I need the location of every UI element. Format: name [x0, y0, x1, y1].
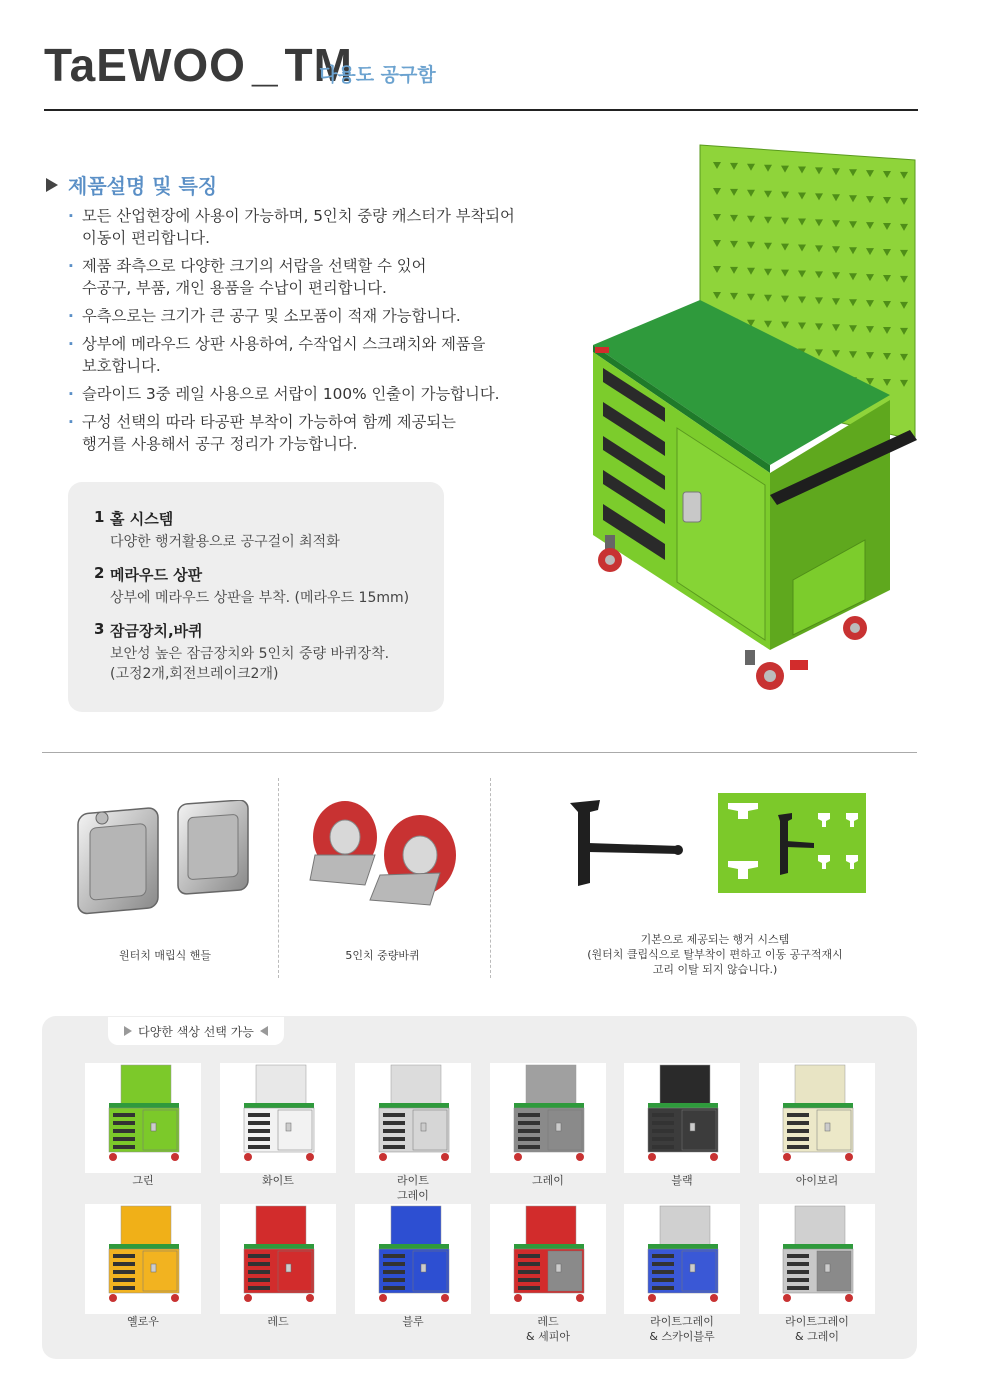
spec-name: 홀 시스템 [110, 510, 174, 528]
color-swatch-label: 라이트그레이 & 그레이 [785, 1315, 849, 1343]
spec-name: 메라우드 상판 [110, 566, 203, 584]
color-swatch-label: 옐로우 [127, 1315, 159, 1328]
spec-description: 다양한 행거활용으로 공구걸이 최적화 [110, 534, 340, 550]
color-swatch[interactable] [490, 1204, 606, 1314]
spec-name: 잠금장치,바퀴 [110, 622, 203, 640]
pegboard-hanger-image [718, 793, 866, 893]
color-swatch-label: 아이보리 [795, 1174, 839, 1187]
color-swatch-label: 그레이 [532, 1174, 564, 1187]
features-title-text: 제품설명 및 특징 [68, 174, 218, 198]
color-swatch[interactable] [759, 1063, 875, 1173]
spec-number: 3 [94, 620, 105, 638]
spec-number: 1 [94, 508, 105, 526]
color-swatch-label: 레드 & 세피아 [526, 1315, 570, 1343]
color-swatch[interactable] [355, 1063, 471, 1173]
tool-cart-image [565, 140, 925, 700]
triangle-right-icon [124, 1026, 132, 1036]
features-list [68, 205, 548, 461]
color-swatch-label: 라이트 그레이 [397, 1174, 429, 1202]
accessory-caption: 5인치 중량바퀴 [345, 949, 420, 962]
color-swatch[interactable] [624, 1063, 740, 1173]
color-swatch[interactable] [355, 1204, 471, 1314]
section-divider [42, 752, 917, 753]
color-swatch[interactable] [85, 1063, 201, 1173]
brand-separator: _ [251, 39, 279, 91]
triangle-left-icon [260, 1026, 268, 1036]
color-swatch[interactable] [624, 1204, 740, 1314]
features-title [46, 170, 217, 199]
color-swatch-label: 블랙 [671, 1174, 693, 1187]
color-options-title: 다양한 색상 선택 가능 [138, 1024, 254, 1039]
hanger-image [560, 798, 690, 893]
color-swatch-label: 블루 [402, 1315, 424, 1328]
brand-name: TaEWOO [44, 39, 246, 91]
color-swatch-label: 라이트그레이 & 스카이블루 [649, 1315, 715, 1343]
color-swatch[interactable] [220, 1063, 336, 1173]
color-swatch-label: 화이트 [262, 1174, 294, 1187]
feature-item: · 슬라이드 3중 레일 사용으로 서랍이 100% 인출이 가능합니다. [68, 383, 548, 405]
accessory-caption: 원터치 매립식 핸들 [118, 949, 211, 962]
triangle-right-icon [46, 178, 58, 192]
accessory-caption: 기본으로 제공되는 행거 시스템 (원터치 클립식으로 탈부착이 편하고 이동 공구적재시 고리 이탈 되지 않습니다.) [587, 933, 843, 976]
header-divider [44, 109, 918, 111]
dashed-divider [490, 778, 491, 978]
caster-wheels-image [300, 795, 465, 915]
spec-number: 2 [94, 564, 105, 582]
header [44, 38, 918, 112]
spec-description: 상부에 메라우드 상판을 부착. (메라우드 15mm) [110, 590, 410, 606]
spec-description: 보안성 높은 잠금장치와 5인치 중량 바퀴장착. (고정2개,회전브레이크2개) [110, 646, 390, 682]
color-swatch[interactable] [85, 1204, 201, 1314]
feature-item: · 우측으로는 크기가 큰 공구 및 소모품이 적재 가능합니다. [68, 305, 548, 327]
dashed-divider [278, 778, 279, 978]
color-swatch-label: 레드 [267, 1315, 289, 1328]
color-swatch[interactable] [759, 1204, 875, 1314]
feature-item: · 상부에 메라우드 상판 사용하여, 수작업시 스크래치와 제품을 보호합니다. [68, 333, 548, 377]
feature-item: · 모든 산업현장에 사용이 가능하며, 5인치 중량 캐스터가 부착되어 이동이 편리합니다. [68, 205, 548, 249]
brand-logo [44, 38, 353, 92]
feature-item: · 구성 선택의 따라 타공판 부착이 가능하여 함께 제공되는 행거를 사용해서 공구 정리가 가능합니다. [68, 411, 548, 455]
brand-model: TM [284, 39, 353, 91]
spec-box [68, 482, 444, 712]
color-swatch[interactable] [220, 1204, 336, 1314]
recessed-handle-image [70, 800, 260, 925]
color-options-tab [108, 1017, 284, 1045]
color-swatch-label: 그린 [132, 1174, 154, 1187]
color-swatch[interactable] [490, 1063, 606, 1173]
header-subtitle: 다용도 공구함 [319, 64, 436, 86]
feature-item: · 제품 좌측으로 다양한 크기의 서랍을 선택할 수 있어 수공구, 부품, 개인 용품을 수납이 편리합니다. [68, 255, 548, 299]
